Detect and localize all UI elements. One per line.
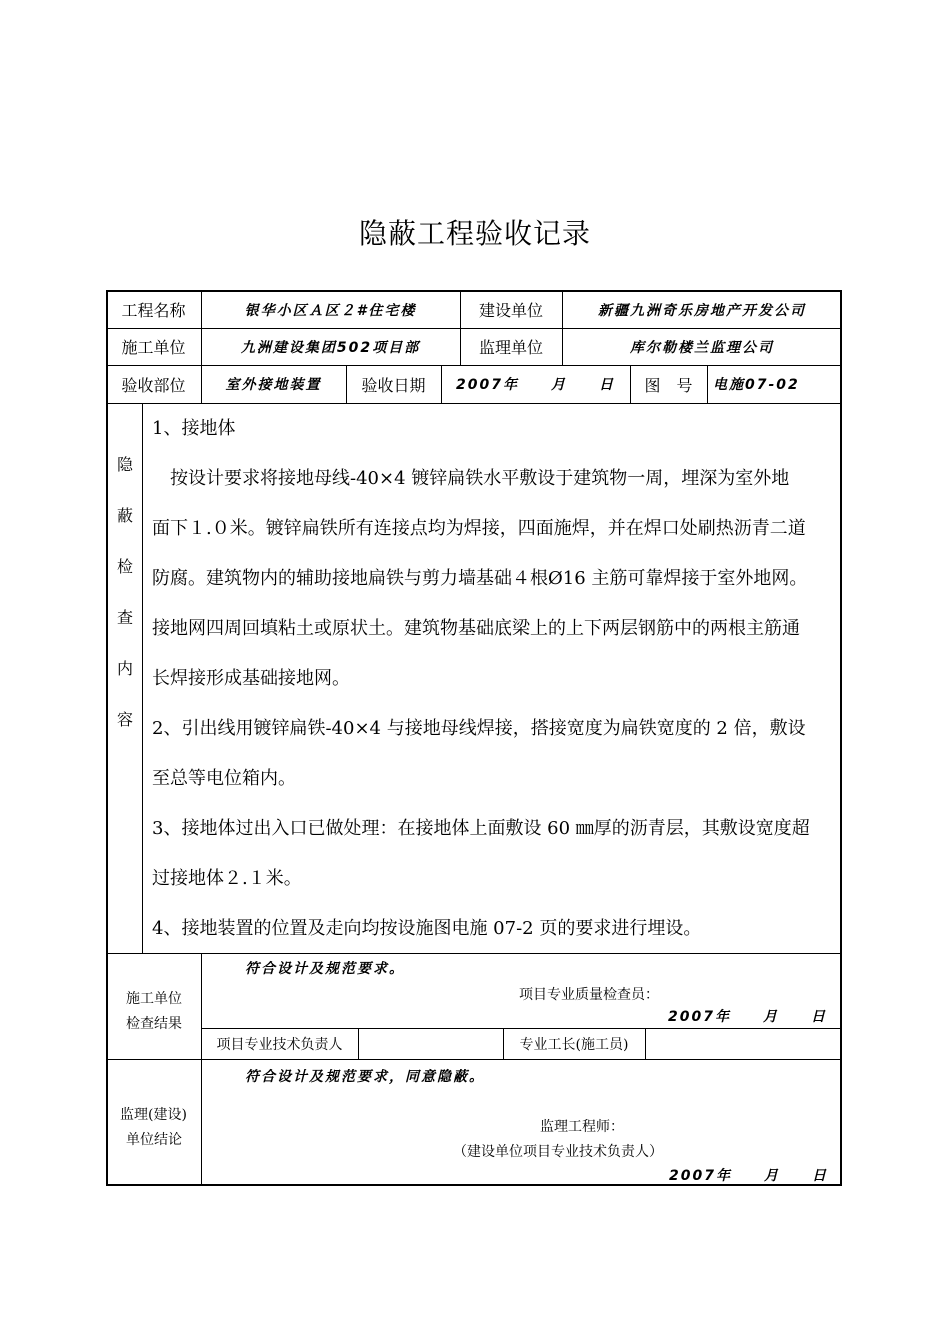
supervisor-label: 监理单位: [478, 338, 543, 357]
content-label: [110, 452, 140, 758]
supervision-label: 单位结论: [126, 1132, 182, 1148]
contractor-label: 施工单位: [121, 338, 186, 357]
location-label: 验收部位: [121, 375, 186, 395]
page-title: 隐蔽工程验收记录: [358, 217, 591, 250]
col-divider: [142, 403, 143, 953]
content-label-char: 蔽: [116, 506, 133, 525]
supervision-date: 2007年 月 日: [669, 1168, 828, 1184]
content-line: 至总等电位箱内。: [152, 768, 296, 789]
content-line: 接地网四周回填粘土或原状土。建筑物基础底梁上的上下两层钢筋中的两根主筋通: [152, 618, 800, 639]
foreman-label: 专业工长(施工员): [519, 1036, 629, 1053]
content-label-char: 检: [116, 557, 133, 576]
construction-date: 2007年 月 日: [668, 1009, 827, 1025]
content-label-char: 容: [116, 710, 133, 729]
construction-check-label: 施工单位: [126, 991, 182, 1007]
content-line: 防腐。建筑物内的辅助接地扁铁与剪力墙基础４根Ø16 主筋可靠焊接于室外地网。: [152, 568, 808, 589]
content-label-char: 内: [116, 659, 133, 678]
content-line: 2、引出线用镀锌扁铁-40×4 与接地母线焊接，搭接宽度为扁铁宽度的 2 倍，敷设: [152, 718, 806, 739]
owner-value: 新疆九洲奇乐房地产开发公司: [598, 302, 806, 319]
row-divider: [106, 1059, 842, 1060]
owner-label: 建设单位: [478, 301, 543, 320]
drawing-label: 图 号: [644, 375, 693, 395]
content-line: 长焊接形成基础接地网。: [152, 668, 350, 689]
supervision-result: 符合设计及规范要求，同意隐蔽。: [245, 1069, 485, 1085]
drawing-value: 电施07-02: [713, 377, 800, 393]
construction-check-label: 检查结果: [126, 1016, 182, 1032]
supervisor-value: 库尔勒楼兰监理公司: [630, 339, 774, 356]
date-value: 2007年 月 日: [456, 377, 615, 393]
contractor-value: 九洲建设集团502项目部: [240, 339, 421, 356]
content-label-char: 查: [116, 608, 133, 627]
content-line: 面下１.０米。镀锌扁铁所有连接点均为焊接，四面施焊，并在焊口处刷热沥青二道: [152, 518, 806, 539]
project-name-value: 银华小区Ａ区２#住宅楼: [244, 302, 417, 319]
content-line: 按设计要求将接地母线-40×4 镀锌扁铁水平敷设于建筑物一周，埋深为室外地: [152, 468, 790, 489]
content-line: 3、接地体过出入口已做处理：在接地体上面敷设 60 ㎜厚的沥青层，其敷设宽度超: [152, 818, 810, 839]
row-divider: [106, 953, 842, 954]
quality-inspector-label: 项目专业质量检查员：: [519, 987, 659, 1003]
content-label-char: 隐: [116, 455, 133, 474]
content-line: 4、接地装置的位置及走向均按设施图电施 07-2 页的要求进行埋设。: [152, 918, 702, 939]
supervision-label: 监理(建设): [120, 1107, 187, 1123]
col-divider: [358, 1028, 359, 1059]
tech-lead-label: 项目专业技术负责人: [216, 1036, 343, 1053]
supervising-engineer-label: 监理工程师：: [540, 1119, 624, 1135]
construction-result: 符合设计及规范要求。: [245, 961, 405, 977]
content-line: 1、接地体: [152, 418, 236, 439]
project-name-label: 工程名称: [121, 301, 186, 320]
col-divider: [201, 953, 202, 1186]
row-divider: [106, 403, 842, 404]
owner-representative-label: （建设单位项目专业技术负责人）: [453, 1144, 663, 1160]
date-label: 验收日期: [361, 375, 426, 395]
col-divider: [645, 1028, 646, 1059]
location-value: 室外接地装置: [225, 377, 322, 393]
content-line: 过接地体２.１米。: [152, 868, 302, 889]
